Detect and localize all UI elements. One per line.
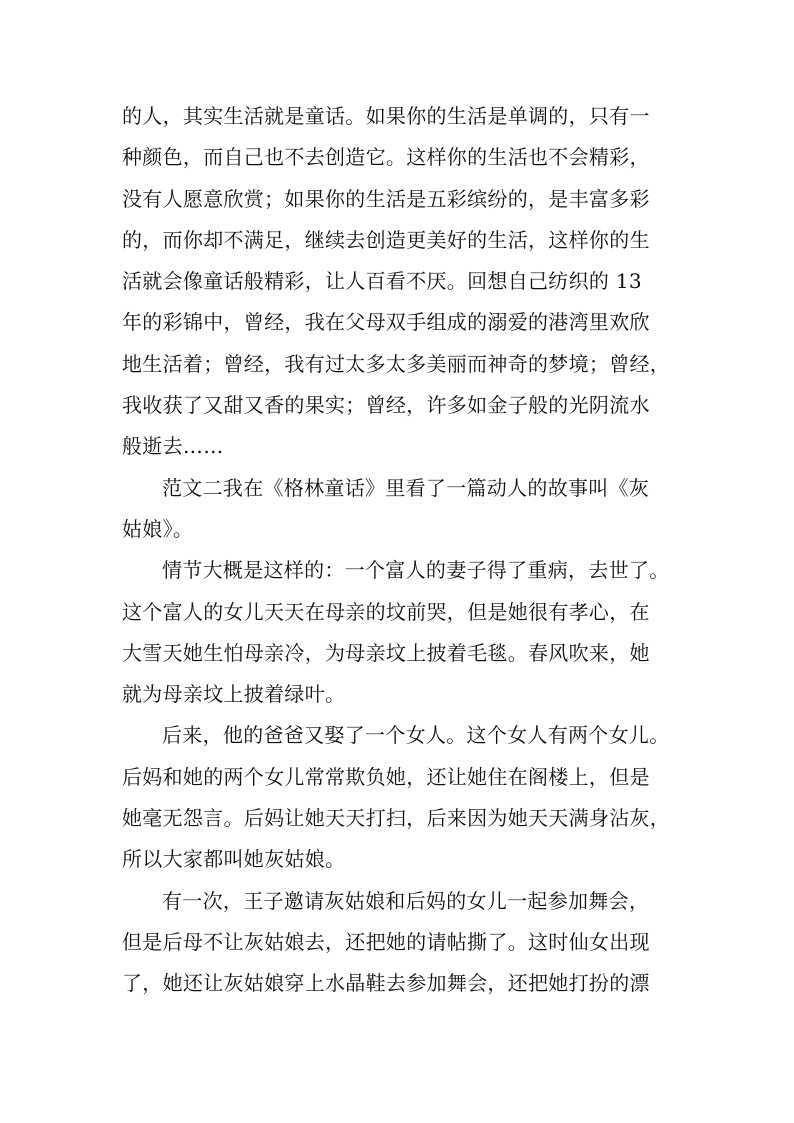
text-line: 但是后母不让灰姑娘去，还把她的请帖撕了。这时仙女出现 — [122, 929, 650, 954]
text-line: 没有人愿意欣赏；如果你的生活是五彩缤纷的，是丰富多彩 — [122, 186, 650, 211]
text-line: 活就会像童话般精彩，让人百看不厌。回想自己纺织的 13 — [122, 269, 642, 294]
text-line: 情节大概是这样的：一个富人的妻子得了重病，去世了。 — [162, 558, 670, 583]
body-text — [122, 96, 682, 1005]
text-line: 就为母亲坟上披着绿叶。 — [122, 682, 346, 707]
text-line: 的，而你却不满足，继续去创造更美好的生活，这样你的生 — [122, 227, 650, 252]
text-line: 般逝去…… — [122, 434, 224, 459]
text-line: 了，她还让灰姑娘穿上水晶鞋去参加舞会，还把她打扮的漂 — [122, 971, 650, 996]
text-line: 后来，他的爸爸又娶了一个女人。这个女人有两个女儿。 — [162, 723, 670, 748]
text-line: 她毫无怨言。后妈让她天天打扫，后来因为她天天满身沾灰， — [122, 806, 671, 831]
text-line: 年的彩锦中，曾经，我在父母双手组成的溺爱的港湾里欢欣 — [122, 310, 650, 335]
text-line: 后妈和她的两个女儿常常欺负她，还让她住在阁楼上，但是 — [122, 764, 650, 789]
text-line: 范文二我在《格林童话》里看了一篇动人的故事叫《灰 — [162, 475, 650, 500]
text-line: 我收获了又甜又香的果实；曾经，许多如金子般的光阴流水 — [122, 393, 650, 418]
text-line: 大雪天她生怕母亲冷，为母亲坟上披着毛毯。春风吹来，她 — [122, 640, 650, 665]
text-line: 这个富人的女儿天天在母亲的坟前哭，但是她很有孝心，在 — [122, 599, 650, 624]
text-line: 地生活着；曾经，我有过太多太多美丽而神奇的梦境；曾经， — [122, 351, 671, 376]
text-line: 的人，其实生活就是童话。如果你的生活是单调的，只有一 — [122, 104, 650, 128]
text-line: 种颜色，而自己也不去创造它。这样你的生活也不会精彩， — [122, 145, 650, 170]
text-line: 有一次，王子邀请灰姑娘和后妈的女儿一起参加舞会， — [162, 888, 650, 913]
text-line: 姑娘》。 — [122, 516, 194, 541]
text-line: 所以大家都叫她灰姑娘。 — [122, 847, 346, 872]
